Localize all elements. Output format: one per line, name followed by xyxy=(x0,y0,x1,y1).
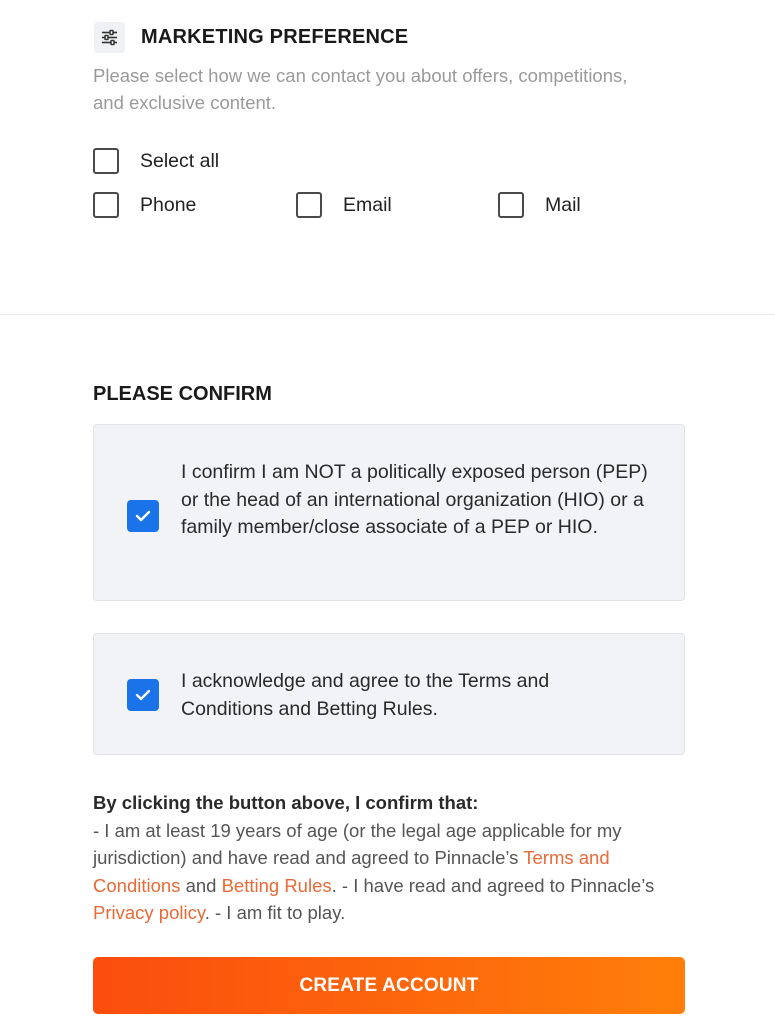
create-account-button[interactable]: CREATE ACCOUNT xyxy=(93,957,685,1014)
email-checkbox[interactable] xyxy=(296,192,392,218)
notice-body xyxy=(93,817,693,927)
phone-box[interactable] xyxy=(93,192,119,218)
marketing-description: Please select how we can contact you about offers, competitions, and exclusive content. xyxy=(93,65,628,113)
checkmark-icon xyxy=(135,510,151,522)
mail-box[interactable] xyxy=(498,192,524,218)
confirm-title: PLEASE CONFIRM xyxy=(93,383,272,405)
select-all-label: Select all xyxy=(140,149,220,172)
marketing-title: MARKETING PREFERENCE xyxy=(141,26,409,48)
phone-label: Phone xyxy=(140,193,197,216)
legal-notice xyxy=(93,789,693,927)
email-box[interactable] xyxy=(296,192,322,218)
notice-part1: - I am at least 19 years of age (or the legal age applicable for my jurisdiction) and have read and agreed to Pinnacle’s xyxy=(93,819,622,868)
terms-confirm-card xyxy=(93,633,685,755)
terms-link[interactable]: Terms and Conditions xyxy=(93,847,610,896)
checkmark-icon xyxy=(135,689,151,701)
terms-confirm-text: I acknowledge and agree to the Terms and Conditions and Betting Rules. xyxy=(181,670,550,720)
notice-part2: . - I have read and agreed to Pinnacle’s xyxy=(331,874,655,896)
notice-and: and xyxy=(185,874,217,896)
pep-confirm-card xyxy=(93,424,685,601)
terms-confirm-checkbox[interactable] xyxy=(127,679,159,711)
sliders-icon xyxy=(94,22,125,53)
mail-label: Mail xyxy=(545,193,581,216)
betting-rules-link[interactable]: Betting Rules xyxy=(221,874,332,896)
select-all-box[interactable] xyxy=(93,148,119,174)
section-divider xyxy=(0,314,775,315)
pep-confirm-text: I confirm I am NOT a politically exposed person (PEP) or the head of an international organization (HIO) or a family member/close associate of a PEP or HIO. xyxy=(181,461,648,538)
notice-title: By clicking the button above, I confirm that: xyxy=(93,792,479,813)
email-label: Email xyxy=(343,193,392,216)
mail-checkbox[interactable] xyxy=(498,192,581,218)
marketing-header xyxy=(94,22,408,53)
select-all-checkbox[interactable] xyxy=(93,148,219,174)
pep-confirm-checkbox[interactable] xyxy=(127,500,159,532)
privacy-link[interactable]: Privacy policy xyxy=(93,902,205,923)
notice-part3: . - I am fit to play. xyxy=(204,902,346,923)
phone-checkbox[interactable] xyxy=(93,192,196,218)
